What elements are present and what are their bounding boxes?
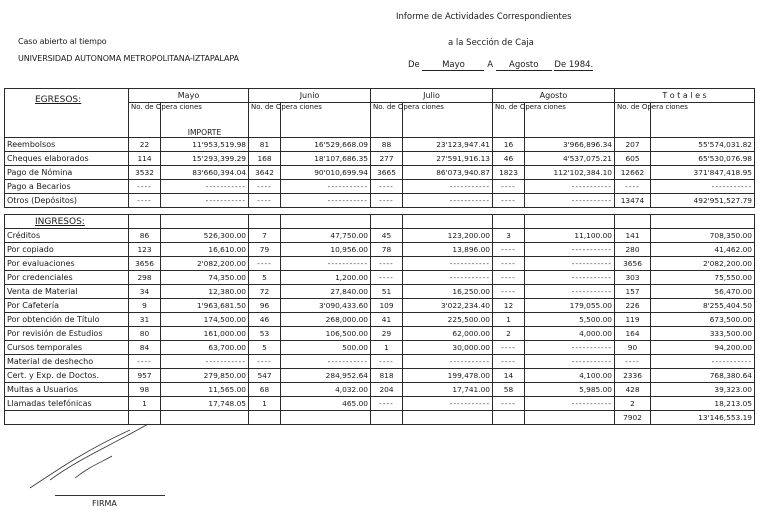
amount-cell: 18'107,686.35 bbox=[281, 152, 371, 166]
operations-cell: 164 bbox=[615, 327, 651, 341]
amount-cell: 1,200.00 bbox=[281, 271, 371, 285]
period-a-label: A bbox=[487, 60, 494, 70]
operations-cell: 1 bbox=[493, 313, 525, 327]
row-label: Pago a Becarios bbox=[5, 180, 129, 194]
operations-cell: ---- bbox=[493, 271, 525, 285]
row-label: Reembolsos bbox=[5, 138, 129, 152]
amount-cell: 10,956.00 bbox=[281, 243, 371, 257]
ops-header: No. de Opera ciones bbox=[615, 103, 651, 138]
amount-cell: 11'953,519.98 bbox=[161, 138, 249, 152]
ingresos-row bbox=[5, 299, 755, 313]
amount-cell: ----------- bbox=[161, 355, 249, 369]
amount-cell: 23'123,947.41 bbox=[403, 138, 493, 152]
operations-cell: 41 bbox=[371, 313, 403, 327]
signature-label: FIRMA bbox=[92, 499, 117, 508]
operations-cell: 79 bbox=[249, 243, 281, 257]
operations-cell: ---- bbox=[371, 355, 403, 369]
ingresos-row bbox=[5, 341, 755, 355]
operations-cell: 31 bbox=[129, 313, 161, 327]
amount-cell: 673,500.00 bbox=[651, 313, 755, 327]
month-header-row bbox=[5, 89, 755, 103]
amount-cell: ----------- bbox=[281, 180, 371, 194]
operations-cell: ---- bbox=[129, 180, 161, 194]
amount-cell: 15'293,399.29 bbox=[161, 152, 249, 166]
ingresos-row bbox=[5, 313, 755, 327]
amount-cell: 55'574,031.82 bbox=[651, 138, 755, 152]
operations-cell: ---- bbox=[249, 355, 281, 369]
egresos-row bbox=[5, 194, 755, 208]
amount-cell: 17,748.05 bbox=[161, 397, 249, 411]
amount-cell: ----------- bbox=[525, 194, 615, 208]
operations-cell: ---- bbox=[493, 397, 525, 411]
month-august: Agosto bbox=[493, 89, 615, 103]
amount-cell: 2'082,200.00 bbox=[161, 257, 249, 271]
operations-cell: 96 bbox=[249, 299, 281, 313]
operations-cell: 22 bbox=[129, 138, 161, 152]
amount-cell: 11,100.00 bbox=[525, 229, 615, 243]
row-label: Multas a Usuarios bbox=[5, 383, 129, 397]
amount-cell: ----------- bbox=[525, 243, 615, 257]
row-label: Por revisión de Estudios bbox=[5, 327, 129, 341]
row-label: Material de deshecho bbox=[5, 355, 129, 369]
amount-cell: 16,610.00 bbox=[161, 243, 249, 257]
row-label: Cursos temporales bbox=[5, 341, 129, 355]
amount-cell: 17,741.00 bbox=[403, 383, 493, 397]
signature-scribble bbox=[20, 418, 170, 498]
amount-cell: 492'951,527.79 bbox=[651, 194, 755, 208]
report-period bbox=[408, 60, 593, 71]
activity-report-table bbox=[4, 88, 755, 425]
month-may: Mayo bbox=[129, 89, 249, 103]
operations-cell: 86 bbox=[129, 229, 161, 243]
ingresos-row bbox=[5, 355, 755, 369]
operations-cell: 46 bbox=[493, 152, 525, 166]
amount-cell: ----------- bbox=[403, 355, 493, 369]
amount-cell: 4,000.00 bbox=[525, 327, 615, 341]
amount-cell: ----------- bbox=[525, 341, 615, 355]
operations-cell: 68 bbox=[249, 383, 281, 397]
report-subtitle: a la Sección de Caja bbox=[448, 38, 534, 48]
amount-cell: 179,055.00 bbox=[525, 299, 615, 313]
amount-cell: 12,380.00 bbox=[161, 285, 249, 299]
operations-cell: 13474 bbox=[615, 194, 651, 208]
amount-cell: 3'966,896.34 bbox=[525, 138, 615, 152]
operations-cell: 29 bbox=[371, 327, 403, 341]
ingresos-heading-row bbox=[5, 215, 755, 229]
amount-cell: 161,000.00 bbox=[161, 327, 249, 341]
amount-cell: 47,750.00 bbox=[281, 229, 371, 243]
amount-cell: 4,100.00 bbox=[525, 369, 615, 383]
amount-cell: 8'255,404.50 bbox=[651, 299, 755, 313]
egresos-row bbox=[5, 138, 755, 152]
operations-cell: 119 bbox=[615, 313, 651, 327]
operations-cell: 204 bbox=[371, 383, 403, 397]
ingresos-row bbox=[5, 243, 755, 257]
operations-cell: 5 bbox=[249, 271, 281, 285]
amount-cell: 2'082,200.00 bbox=[651, 257, 755, 271]
amount-cell: 13'146,553.19 bbox=[651, 411, 755, 425]
amount-cell: 1'963,681.50 bbox=[161, 299, 249, 313]
operations-cell: 605 bbox=[615, 152, 651, 166]
amount-cell: ----------- bbox=[161, 180, 249, 194]
operations-cell: 157 bbox=[615, 285, 651, 299]
operations-cell: 1823 bbox=[493, 166, 525, 180]
amount-cell: 371'847,418.95 bbox=[651, 166, 755, 180]
amount-cell: 75,550.00 bbox=[651, 271, 755, 285]
operations-cell: ---- bbox=[371, 271, 403, 285]
amount-cell: 27'591,916.13 bbox=[403, 152, 493, 166]
amount-cell: ----------- bbox=[161, 194, 249, 208]
operations-cell bbox=[249, 411, 281, 425]
amount-cell: 41,462.00 bbox=[651, 243, 755, 257]
ops-header: No. de Opera ciones bbox=[371, 103, 403, 138]
operations-cell: ---- bbox=[129, 194, 161, 208]
row-label: Cert. y Exp. de Doctos. bbox=[5, 369, 129, 383]
amount-cell: 174,500.00 bbox=[161, 313, 249, 327]
operations-cell: 9 bbox=[129, 299, 161, 313]
row-label: Otros (Depósitos) bbox=[5, 194, 129, 208]
period-de-label: De bbox=[408, 60, 420, 70]
amount-cell bbox=[281, 411, 371, 425]
operations-cell: ---- bbox=[249, 194, 281, 208]
row-label: Por credenciales bbox=[5, 271, 129, 285]
amount-cell: 284,952.64 bbox=[281, 369, 371, 383]
operations-cell: ---- bbox=[615, 355, 651, 369]
amount-cell: ----------- bbox=[525, 355, 615, 369]
row-label: Por evaluaciones bbox=[5, 257, 129, 271]
egresos-row bbox=[5, 180, 755, 194]
amount-cell: ----------- bbox=[403, 271, 493, 285]
operations-cell: 84 bbox=[129, 341, 161, 355]
amount-cell: 199,478.00 bbox=[403, 369, 493, 383]
operations-cell: 51 bbox=[371, 285, 403, 299]
month-july: Julio bbox=[371, 89, 493, 103]
row-label: Pago de Nómina bbox=[5, 166, 129, 180]
amount-cell: ----------- bbox=[525, 271, 615, 285]
period-year: De 1984. bbox=[554, 60, 594, 70]
row-label: Venta de Material bbox=[5, 285, 129, 299]
operations-cell: 2 bbox=[615, 397, 651, 411]
month-june: Junio bbox=[249, 89, 371, 103]
amount-cell: 94,200.00 bbox=[651, 341, 755, 355]
operations-cell: ---- bbox=[615, 180, 651, 194]
amount-cell: ----------- bbox=[651, 180, 755, 194]
row-label: Créditos bbox=[5, 229, 129, 243]
operations-cell: 34 bbox=[129, 285, 161, 299]
amount-cell: 3'022,234.40 bbox=[403, 299, 493, 313]
amount-cell bbox=[161, 411, 249, 425]
ingresos-row bbox=[5, 369, 755, 383]
amount-cell: 225,500.00 bbox=[403, 313, 493, 327]
row-label: Cheques elaborados bbox=[5, 152, 129, 166]
amount-cell: ----------- bbox=[525, 397, 615, 411]
operations-cell: 109 bbox=[371, 299, 403, 313]
operations-cell: 12 bbox=[493, 299, 525, 313]
operations-cell: 168 bbox=[249, 152, 281, 166]
operations-cell: 12662 bbox=[615, 166, 651, 180]
amount-cell: 3'090,433.60 bbox=[281, 299, 371, 313]
ingresos-row bbox=[5, 229, 755, 243]
egresos-heading: EGRESOS: bbox=[35, 95, 82, 105]
importe-header: IMPORTE bbox=[161, 103, 249, 138]
operations-cell: 7902 bbox=[615, 411, 651, 425]
amount-cell: 5,985.00 bbox=[525, 383, 615, 397]
operations-cell: 16 bbox=[493, 138, 525, 152]
egresos-row bbox=[5, 152, 755, 166]
amount-cell: 16'529,668.09 bbox=[281, 138, 371, 152]
ingresos-row bbox=[5, 257, 755, 271]
amount-cell: 4'537,075.21 bbox=[525, 152, 615, 166]
operations-cell: 280 bbox=[615, 243, 651, 257]
amount-cell: 268,000.00 bbox=[281, 313, 371, 327]
amount-cell: 90'010,699.94 bbox=[281, 166, 371, 180]
amount-cell: 123,200.00 bbox=[403, 229, 493, 243]
operations-cell: 1 bbox=[249, 397, 281, 411]
ops-header: No. de Opera ciones bbox=[129, 103, 161, 138]
operations-cell: ---- bbox=[249, 180, 281, 194]
ingresos-row bbox=[5, 383, 755, 397]
amount-cell: ----------- bbox=[651, 355, 755, 369]
institution-motto: Caso abierto al tiempo bbox=[18, 37, 107, 46]
ops-header: No. de Opera ciones bbox=[493, 103, 525, 138]
operations-cell: 277 bbox=[371, 152, 403, 166]
ingresos-row bbox=[5, 285, 755, 299]
amount-cell: 30,000.00 bbox=[403, 341, 493, 355]
amount-cell: 5,500.00 bbox=[525, 313, 615, 327]
operations-cell: ---- bbox=[493, 341, 525, 355]
amount-cell: ----------- bbox=[525, 285, 615, 299]
amount-cell: ----------- bbox=[525, 257, 615, 271]
operations-cell: ---- bbox=[493, 257, 525, 271]
amount-cell: 62,000.00 bbox=[403, 327, 493, 341]
report-title: Informe de Actividades Correspondientes bbox=[396, 12, 572, 22]
operations-cell: 207 bbox=[615, 138, 651, 152]
signature-line bbox=[55, 495, 165, 496]
operations-cell: ---- bbox=[371, 194, 403, 208]
operations-cell bbox=[493, 411, 525, 425]
row-label: Por obtención de Título bbox=[5, 313, 129, 327]
amount-cell: 112'102,384.10 bbox=[525, 166, 615, 180]
operations-cell: 2336 bbox=[615, 369, 651, 383]
operations-cell: ---- bbox=[249, 257, 281, 271]
operations-cell: 46 bbox=[249, 313, 281, 327]
operations-cell: 88 bbox=[371, 138, 403, 152]
operations-cell: 14 bbox=[493, 369, 525, 383]
amount-cell: ----------- bbox=[403, 180, 493, 194]
ingresos-heading: INGRESOS: bbox=[35, 216, 85, 227]
operations-cell: 45 bbox=[371, 229, 403, 243]
ingresos-row bbox=[5, 327, 755, 341]
operations-cell: 2 bbox=[493, 327, 525, 341]
operations-cell: 114 bbox=[129, 152, 161, 166]
operations-cell: 81 bbox=[249, 138, 281, 152]
ops-header: No. de Opera ciones bbox=[249, 103, 281, 138]
amount-cell: 74,350.00 bbox=[161, 271, 249, 285]
amount-cell: ----------- bbox=[525, 180, 615, 194]
amount-cell: 768,380.64 bbox=[651, 369, 755, 383]
operations-cell: ---- bbox=[493, 285, 525, 299]
amount-cell: 526,300.00 bbox=[161, 229, 249, 243]
egresos-section bbox=[5, 138, 755, 208]
amount-cell: 16,250.00 bbox=[403, 285, 493, 299]
amount-cell: 500.00 bbox=[281, 341, 371, 355]
amount-cell: 4,032.00 bbox=[281, 383, 371, 397]
operations-cell: 3 bbox=[493, 229, 525, 243]
amount-cell: ----------- bbox=[281, 355, 371, 369]
operations-cell: ---- bbox=[493, 355, 525, 369]
operations-cell: 3665 bbox=[371, 166, 403, 180]
egresos-row bbox=[5, 166, 755, 180]
amount-cell: 63,700.00 bbox=[161, 341, 249, 355]
amount-cell: 86'073,940.87 bbox=[403, 166, 493, 180]
amount-cell: ----------- bbox=[403, 194, 493, 208]
row-label: Llamadas telefónicas bbox=[5, 397, 129, 411]
operations-cell: ---- bbox=[371, 397, 403, 411]
ingresos-row bbox=[5, 271, 755, 285]
operations-cell: ---- bbox=[129, 355, 161, 369]
amount-cell: 279,850.00 bbox=[161, 369, 249, 383]
operations-cell: 72 bbox=[249, 285, 281, 299]
amount-cell: 27,840.00 bbox=[281, 285, 371, 299]
period-to: Agosto bbox=[496, 60, 552, 71]
amount-cell: 18,213.05 bbox=[651, 397, 755, 411]
amount-cell: 333,500.00 bbox=[651, 327, 755, 341]
operations-cell: 1 bbox=[129, 397, 161, 411]
amount-cell: ----------- bbox=[403, 397, 493, 411]
operations-cell: 53 bbox=[249, 327, 281, 341]
operations-cell: ---- bbox=[493, 180, 525, 194]
amount-cell: 56,470.00 bbox=[651, 285, 755, 299]
operations-cell: ---- bbox=[371, 180, 403, 194]
amount-cell: 465.00 bbox=[281, 397, 371, 411]
operations-cell: 141 bbox=[615, 229, 651, 243]
amount-cell: 83'660,394.04 bbox=[161, 166, 249, 180]
operations-cell: 818 bbox=[371, 369, 403, 383]
operations-cell: 3656 bbox=[615, 257, 651, 271]
operations-cell: 90 bbox=[615, 341, 651, 355]
operations-cell: 123 bbox=[129, 243, 161, 257]
amount-cell: 65'530,076.98 bbox=[651, 152, 755, 166]
institution-name: UNIVERSIDAD AUTONOMA METROPOLITANA-IZTAPALAPA bbox=[18, 54, 239, 63]
amount-cell bbox=[525, 411, 615, 425]
operations-cell: 78 bbox=[371, 243, 403, 257]
operations-cell: 428 bbox=[615, 383, 651, 397]
amount-cell: 13,896.00 bbox=[403, 243, 493, 257]
operations-cell: 58 bbox=[493, 383, 525, 397]
operations-cell: ---- bbox=[493, 194, 525, 208]
row-label: Por copiado bbox=[5, 243, 129, 257]
amount-cell: ----------- bbox=[281, 257, 371, 271]
operations-cell: 226 bbox=[615, 299, 651, 313]
operations-cell: 3642 bbox=[249, 166, 281, 180]
ingresos-row bbox=[5, 397, 755, 411]
amount-cell: ----------- bbox=[403, 257, 493, 271]
period-from: Mayo bbox=[422, 60, 484, 71]
amount-cell: 39,323.00 bbox=[651, 383, 755, 397]
amount-cell: ----------- bbox=[281, 194, 371, 208]
operations-cell: 80 bbox=[129, 327, 161, 341]
operations-cell: 957 bbox=[129, 369, 161, 383]
operations-cell: 547 bbox=[249, 369, 281, 383]
operations-cell: ---- bbox=[493, 243, 525, 257]
ingresos-section bbox=[5, 229, 755, 425]
operations-cell: 3532 bbox=[129, 166, 161, 180]
operations-cell bbox=[371, 411, 403, 425]
operations-cell: 303 bbox=[615, 271, 651, 285]
amount-cell: 708,350.00 bbox=[651, 229, 755, 243]
amount-cell bbox=[403, 411, 493, 425]
operations-cell: ---- bbox=[371, 257, 403, 271]
operations-cell: 5 bbox=[249, 341, 281, 355]
amount-cell: 106,500.00 bbox=[281, 327, 371, 341]
operations-cell: 7 bbox=[249, 229, 281, 243]
operations-cell: 298 bbox=[129, 271, 161, 285]
month-totals: T o t a l e s bbox=[615, 89, 755, 103]
operations-cell: 1 bbox=[371, 341, 403, 355]
row-label: Por Cafetería bbox=[5, 299, 129, 313]
operations-cell: 3656 bbox=[129, 257, 161, 271]
amount-cell: 11,565.00 bbox=[161, 383, 249, 397]
operations-cell: 98 bbox=[129, 383, 161, 397]
